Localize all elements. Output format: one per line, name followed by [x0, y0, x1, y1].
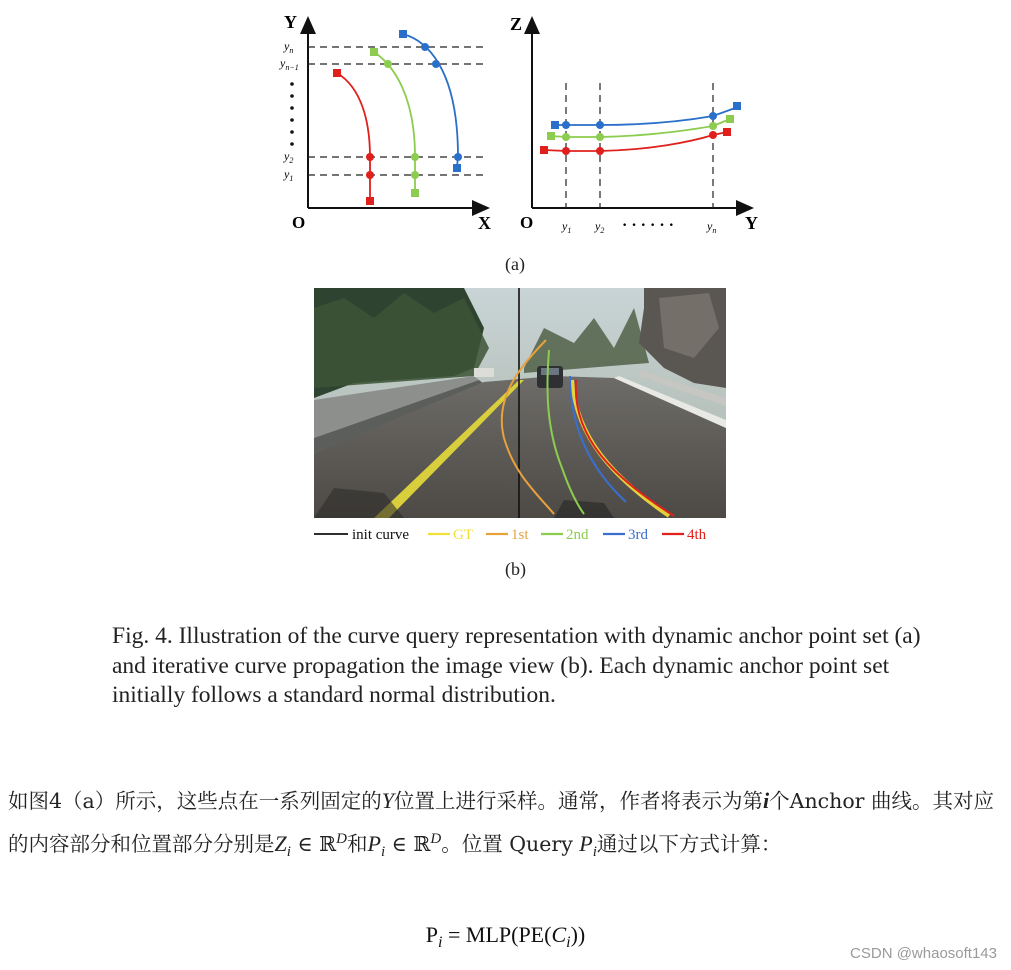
left-plot — [279, 12, 491, 233]
right-y-axis-label: Y — [745, 213, 758, 233]
figure-a — [270, 8, 790, 293]
figure-caption: Fig. 4. Illustration of the curve query representation with dynamic anchor point set (a) and iterative curve propagation the image view (b). Each dynamic anchor point set initially follows a standard normal distribution. — [112, 623, 921, 708]
subfigure-a-label: (a) — [505, 254, 525, 274]
svg-text:y2: $y_2$ — [595, 219, 605, 235]
legend-item-2nd — [541, 527, 589, 543]
legend-item-init-curve — [314, 527, 409, 543]
body-paragraph: 如图4（a）所示，这些点在一系列固定的Y位置上进行采样。通常，作者将表示为第i个Anchor 曲线。其对应的内容部分和位置部分分别是$Z_i$ ∈ ℝ$^D$和$P_i$ ∈ ℝ$^D$。位置 Query $P_i$通过以下方式计算： — [8, 788, 994, 860]
svg-text:GT: GT — [453, 527, 473, 543]
horizontal-ellipsis: · · · · · · — [622, 217, 675, 234]
svg-text:3rd: 3rd — [628, 527, 648, 543]
left-x-axis-label: X — [478, 213, 491, 233]
legend-item-gt — [428, 527, 473, 543]
watermark: CSDN @whaosoft143 — [850, 945, 997, 962]
svg-text:4th: 4th — [687, 527, 707, 543]
svg-text:yn: $y_n$ — [707, 219, 717, 235]
svg-text:init curve: init curve — [352, 527, 410, 543]
left-y-axis-label: Y — [284, 12, 297, 32]
figure-b-legend — [312, 522, 732, 546]
left-origin-label: O — [292, 213, 306, 232]
svg-text:2nd: 2nd — [566, 527, 589, 543]
svg-text:1st: 1st — [511, 527, 529, 543]
svg-text:yn: $y_n$ — [284, 39, 294, 55]
legend-item-1st — [486, 527, 529, 543]
svg-text:y1: $y_1$ — [284, 167, 294, 183]
right-z-axis-label: Z — [510, 14, 523, 34]
subfigure-b-label: (b) — [505, 559, 526, 579]
legend-item-3rd — [603, 527, 648, 543]
right-origin-label: O — [520, 213, 534, 232]
equation: $P_i = MLP(PE(C_i))$ — [425, 922, 586, 952]
legend-item-4th — [662, 527, 707, 543]
svg-text:y2: $y_2$ — [284, 149, 294, 165]
vertical-ellipsis — [290, 82, 294, 146]
figure-b-road-image — [314, 288, 726, 518]
right-plot — [510, 14, 758, 235]
svg-text:y1: $y_1$ — [562, 219, 572, 235]
svg-text:yn−1: $y_{n-1}$ — [280, 56, 299, 72]
